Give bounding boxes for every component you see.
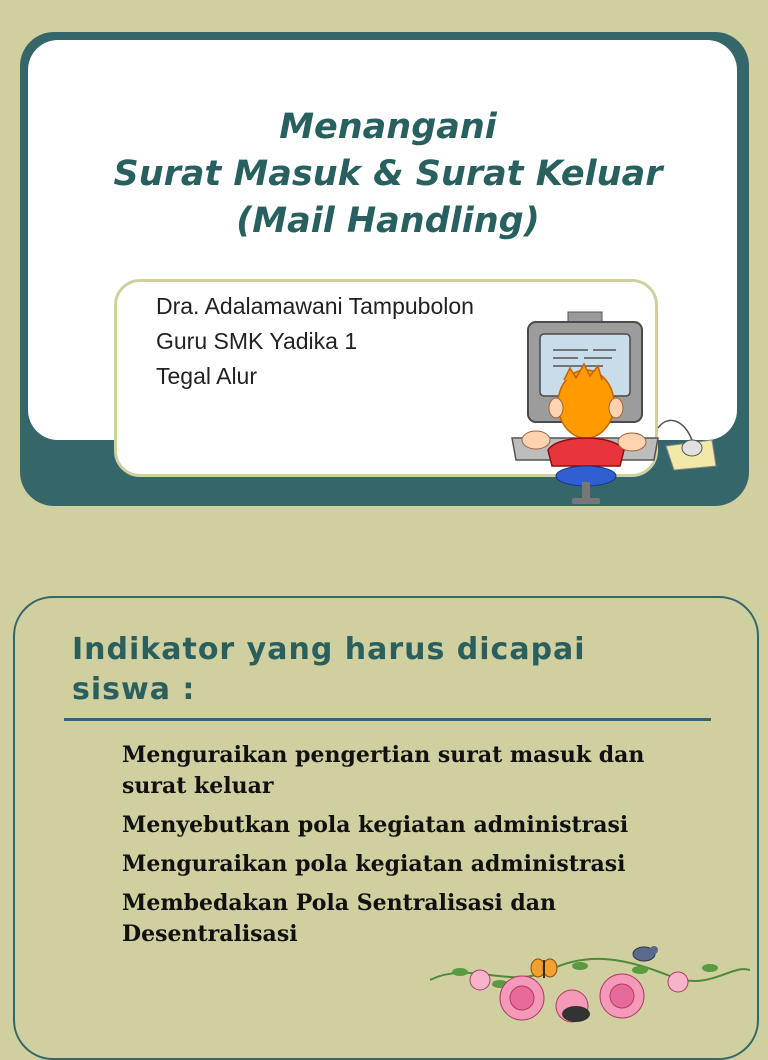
title-line-1: Menangani [279,107,497,147]
title-line-2: Surat Masuk & Surat Keluar [113,154,663,194]
list-item: Menguraikan pengertian surat masuk dan surat keluar [122,742,645,799]
indicator-heading [72,630,712,710]
author-info [156,289,474,394]
author-position: Guru SMK Yadika 1 [156,328,358,354]
list-item: Menyebutkan pola kegiatan administrasi [122,812,629,838]
author-name: Dra. Adalamawani Tampubolon [156,293,474,319]
heading-line-1: Indikator yang harus dicapai [72,632,586,667]
author-location: Tegal Alur [156,363,258,389]
roses-butterfly-border [430,940,750,1024]
person-at-computer-illustration [508,310,720,510]
heading-line-2: siswa : [72,672,196,707]
list-item: Membedakan Pola Sentralisasi dan Desentralisasi [122,890,556,947]
indicator-list [122,740,712,958]
title-line-3: (Mail Handling) [236,201,540,241]
list-item: Menguraikan pola kegiatan administrasi [122,851,626,877]
slide-title [28,104,748,245]
heading-divider [64,718,711,721]
